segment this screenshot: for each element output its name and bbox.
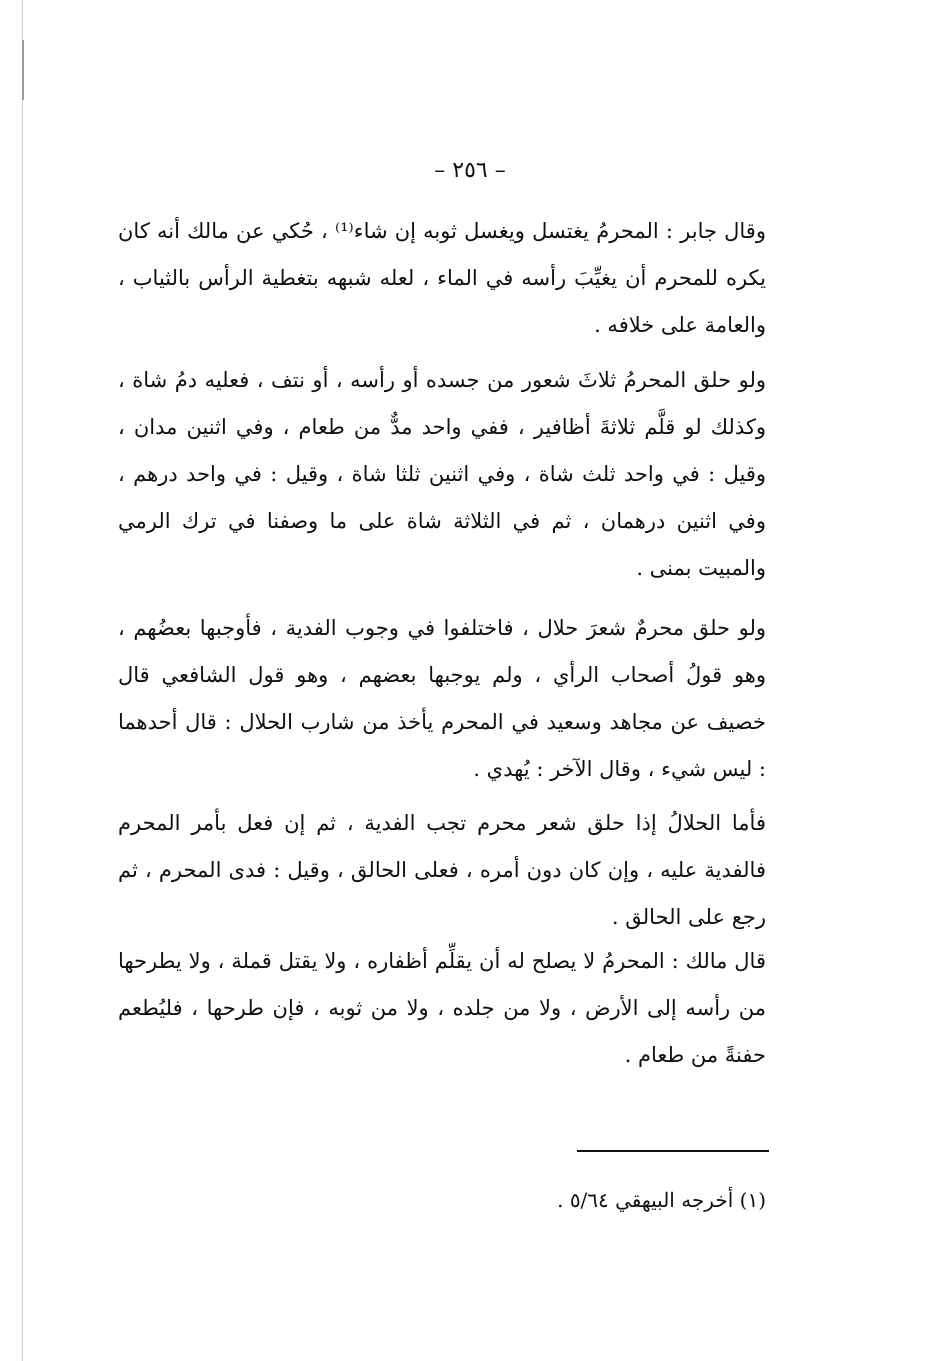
scan-page-edge (22, 0, 23, 1361)
scan-edge-mark (22, 40, 24, 100)
page-number: – ٢٥٦ – (434, 158, 506, 183)
paragraph-2: ولو حلق المحرمُ ثلاثَ شعور من جسده أو رأسه ، أو نتف ، فعليه دمُ شاة ، وكذلك لو قلَّم ثلاثةَ أظافير ، ففي واحد مدٌّ من طعام ، وفي اثنين مدان ، وقيل : في واحد ثلث شاة ، وفي اثنين ثلثا شاة ، وقيل : في واحد درهم ، وفي اثنين درهمان ، ثم في الثلاثة شاة على ما وصفنا في ترك الرمي والمبيت بمنى . (118, 368, 766, 580)
footnote-divider (577, 1150, 769, 1152)
paragraph-3: ولو حلق محرمٌ شعرَ حلال ، فاختلفوا في وجوب الفدية ، فأوجبها بعضُهم ، وهو قولُ أصحاب الرأي ، ولم يوجبها بعضهم ، وهو قول الشافعي قال خصيف عن مجاهد وسعيد في المحرم يأخذ من شارب الحلال : قال أحدهما : ليس شيء ، وقال الآخر : يُهدي . (118, 616, 766, 781)
footnote-1: (١) أخرجه البيهقي ٥/٦٤ . (557, 1188, 766, 1212)
paragraph-4: فأما الحلالُ إذا حلق شعر محرم تجب الفدية ، ثم إن فعل بأمر المحرم فالفدية عليه ، وإن كان دون أمره ، فعلى الحالق ، وقيل : فدى المحرم ، ثم رجع على الحالق . (118, 811, 766, 929)
paragraph-1: وقال جابر : المحرمُ يغتسل ويغسل ثوبه إن شاء⁽¹⁾ ، حُكي عن مالك أنه كان يكره للمحرم أن يغيِّبَ رأسه في الماء ، لعله شبهه بتغطية الرأس بالثياب ، والعامة على خلافه . (118, 219, 766, 337)
paragraph-5: قال مالك : المحرمُ لا يصلح له أن يقلِّم أظفاره ، ولا يقتل قملة ، ولا يطرحها من رأسه إلى الأرض ، ولا من جلده ، ولا من ثوبه ، فإن طرحها ، فليُطعم حفنةً من طعام . (118, 949, 766, 1067)
